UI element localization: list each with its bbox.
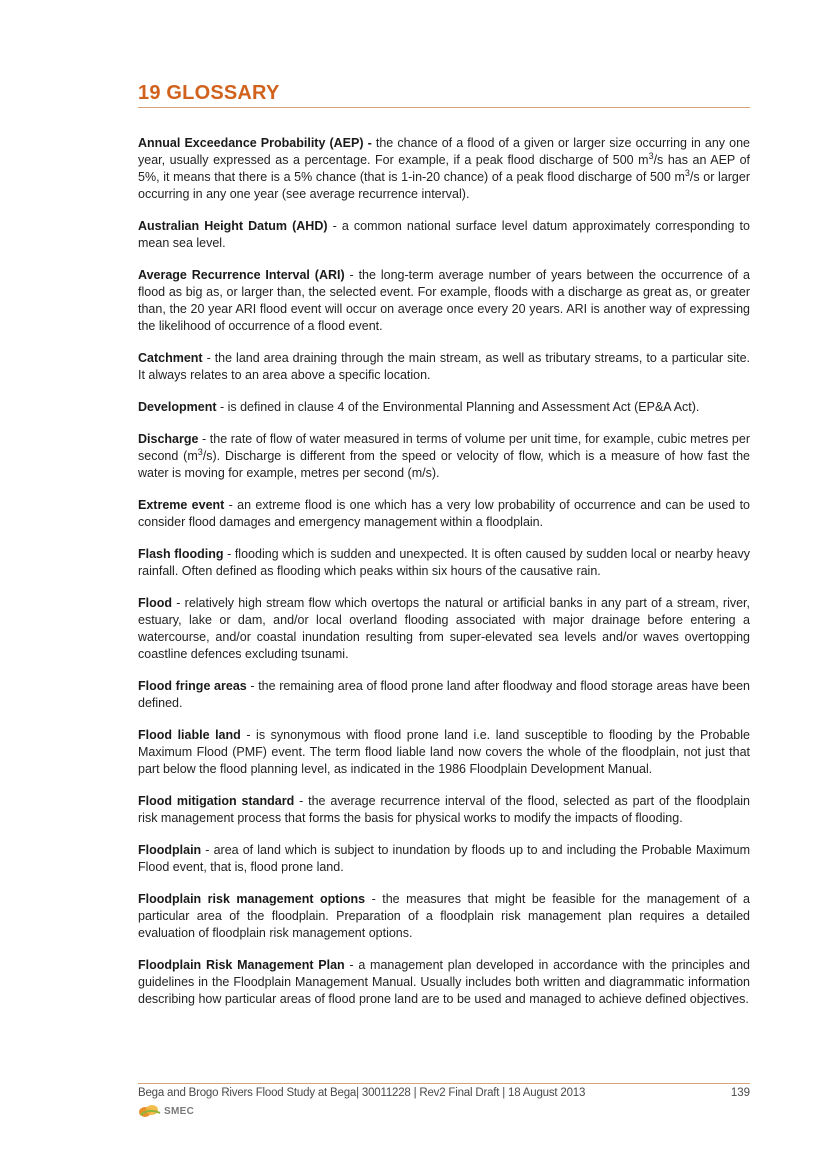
logo-text: SMEC <box>164 1105 195 1117</box>
glossary-term: Floodplain <box>138 843 202 857</box>
glossary-definition: /s or larger occurring in any one year (see average recurrence interval). <box>138 170 750 201</box>
glossary-term: Flash flooding <box>138 547 224 561</box>
superscript: 3 <box>648 150 654 161</box>
glossary-entry <box>138 891 750 942</box>
glossary-term: Development <box>138 400 217 414</box>
glossary-definition: /s). Discharge is different from the speed or velocity of flow, which is a measure of how fast the water is moving for example, metres per second (m/s). <box>138 449 750 480</box>
glossary-term: Average Recurrence Interval (ARI) <box>138 268 345 282</box>
glossary-definition: - is defined in clause 4 of the Environmental Planning and Assessment Act (EP&A Act). <box>216 400 700 414</box>
glossary-entry <box>138 957 750 1008</box>
glossary-entry <box>138 793 750 827</box>
glossary-definition: - relatively high stream flow which overtops the natural or artificial banks in any part of a stream, river, estuary, lake or dam, and/or local overland flooding associated with major drainage before entering a watercourse, and/or coastal inundation resulting from super-elevated sea levels and/or waves overtopping coastline defences excluding tsunami. <box>138 596 750 661</box>
glossary-term: Flood liable land <box>138 728 241 742</box>
footer-document-info: Bega and Brogo Rivers Flood Study at Bega| 30011228 | Rev2 Final Draft | 18 August 2013 <box>138 1087 586 1099</box>
glossary-definition: - flooding which is sudden and unexpected. It is often caused by sudden local or nearby heavy rainfall. Often defined as flooding which peaks within six hours of the causative rain. <box>138 547 750 578</box>
glossary-term: Annual Exceedance Probability (AEP) - <box>138 136 372 150</box>
section-heading: 19 GLOSSARY <box>138 82 280 104</box>
glossary-term: Discharge <box>138 432 199 446</box>
glossary-definition: - a common national surface level datum approximately corresponding to mean sea level. <box>138 219 750 250</box>
superscript: 3 <box>197 446 203 457</box>
glossary-definition: - the long-term average number of years between the occurrence of a flood as big as, or larger than, the selected event. For example, floods with a discharge as great as, or greater than, the 20 year ARI flood event will occur on average once every 20 years. ARI is another way of expressing the likelihood of occurrence of a flood event. <box>138 268 750 333</box>
glossary-term: Flood mitigation standard <box>138 794 295 808</box>
glossary-definition: - the remaining area of flood prone land after floodway and flood storage areas have been defined. <box>138 679 750 710</box>
glossary-definition: /s has an AEP of 5%, it means that there is a 5% chance (that is 1-in-20 chance) of a peak flood discharge of 500 m <box>138 153 750 184</box>
glossary-term: Extreme event <box>138 498 225 512</box>
glossary-entry <box>138 350 750 384</box>
glossary-entry <box>138 399 750 416</box>
glossary-definition: - a management plan developed in accordance with the principles and guidelines in the Floodplain Management Manual. Usually includes both written and diagrammatic information describing how particular areas of flood prone land are to be used and managed to achieve defined objectives. <box>138 958 751 1006</box>
heading-divider <box>138 107 750 108</box>
glossary-entry <box>138 431 750 482</box>
footer-divider <box>138 1083 750 1084</box>
glossary-entry <box>138 546 750 580</box>
glossary-term: Floodplain risk management options <box>138 892 366 906</box>
glossary-definition: - the average recurrence interval of the flood, selected as part of the floodplain risk management process that forms the basis for physical works to modify the impacts of flooding. <box>138 794 751 825</box>
glossary-definition: - the rate of flow of water measured in terms of volume per unit time, for example, cubic metres per second (m <box>138 432 750 463</box>
glossary-definition: - area of land which is subject to inundation by floods up to and including the Probable Maximum Flood event, that is, flood prone land. <box>138 843 750 874</box>
glossary-term: Floodplain Risk Management Plan <box>138 958 345 972</box>
glossary-term: Flood fringe areas <box>138 679 247 693</box>
glossary-entry <box>138 595 750 663</box>
company-logo <box>138 1103 194 1119</box>
glossary-entry <box>138 218 750 252</box>
glossary-entry <box>138 497 750 531</box>
glossary-term: Flood <box>138 596 173 610</box>
page-number: 139 <box>730 1087 750 1099</box>
glossary-entry <box>138 267 750 335</box>
superscript: 3 <box>684 167 690 178</box>
glossary-entry <box>138 135 750 203</box>
glossary-entry <box>138 842 750 876</box>
glossary-entry <box>138 678 750 712</box>
glossary-term: Catchment <box>138 351 203 365</box>
glossary-definition: - the measures that might be feasible for the management of a particular area of the floodplain. Preparation of a floodplain risk management plan requires a detailed evaluation of floodplain risk management options. <box>138 892 750 940</box>
glossary-definition: - an extreme flood is one which has a very low probability of occurrence and can be used to consider flood damages and emergency management within a floodplain. <box>138 498 750 529</box>
glossary-term: Australian Height Datum (AHD) <box>138 219 328 233</box>
glossary-definition: the chance of a flood of a given or larger size occurring in any one year, usually expressed as a percentage. For example, if a peak flood discharge of 500 m <box>138 136 750 167</box>
glossary-list <box>138 135 750 1023</box>
glossary-definition: - is synonymous with flood prone land i.e. land susceptible to flooding by the Probable Maximum Flood (PMF) event. The term flood liable land now covers the whole of the floodplain, not just that part below the flood planning level, as indicated in the 1986 Floodplain Development Manual. <box>138 728 750 776</box>
glossary-entry <box>138 727 750 778</box>
glossary-definition: - the land area draining through the main stream, as well as tributary streams, to a particular site. It always relates to an area above a specific location. <box>138 351 750 382</box>
smec-logo-icon <box>138 1104 162 1118</box>
